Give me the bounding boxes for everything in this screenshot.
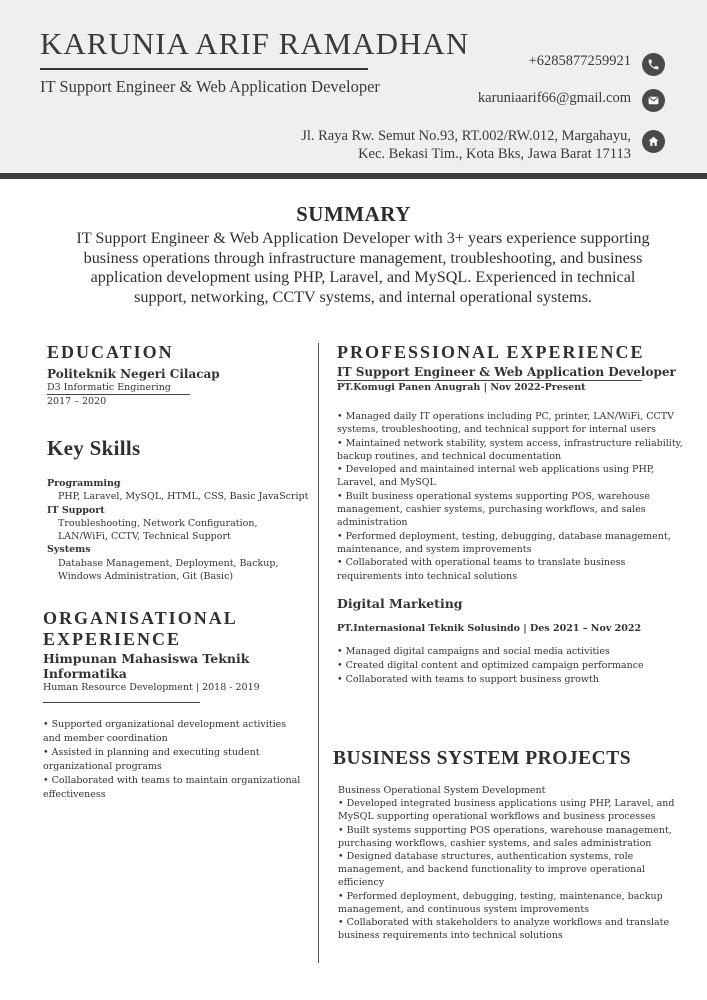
skill-item: PHP, Laravel, MySQL, HTML, CSS, Basic JavaScript bbox=[58, 491, 309, 503]
project-line: business requirements into technical solutions bbox=[338, 930, 563, 942]
experience-bullets bbox=[337, 410, 692, 583]
organisation-name-line: Himpunan Mahasiswa Teknik bbox=[43, 651, 250, 666]
skills-list bbox=[47, 477, 317, 583]
skill-item: LAN/WiFi, CCTV, Technical Support bbox=[58, 531, 231, 543]
education-school: Politeknik Negeri Cilacap bbox=[47, 367, 220, 381]
education-title: EDUCATION bbox=[47, 342, 174, 362]
experience-company: PT.Komugi Panen Anugrah | Nov 2022-Present bbox=[337, 382, 586, 393]
skill-item: Windows Administration, Git (Basic) bbox=[58, 571, 234, 583]
bullet-line: • Performed deployment, testing, debugging, database management, bbox=[337, 530, 671, 542]
bullet-line: and member coordination bbox=[43, 733, 168, 744]
project-line: • Performed deployment, debugging, testing, maintenance, backup bbox=[338, 890, 663, 902]
name-underline bbox=[40, 68, 368, 70]
bullet-line: maintenance, and system improvements bbox=[337, 543, 532, 555]
skills-title: Key Skills bbox=[47, 436, 141, 460]
address-line-1: Jl. Raya Rw. Semut No.93, RT.002/RW.012, Margahayu, bbox=[301, 128, 631, 144]
bullet-line: • Maintained network stability, system access, infrastructure reliability, bbox=[337, 437, 683, 449]
bullet-line: • Assisted in planning and executing student bbox=[43, 747, 260, 758]
summary-line: IT Support Engineer & Web Application Developer with 3+ years experience supporting bbox=[76, 229, 650, 247]
header-divider-bar bbox=[0, 173, 707, 179]
organisational-title-line: EXPERIENCE bbox=[43, 629, 182, 649]
summary-line: support, networking, CCTV systems, and internal operational systems. bbox=[134, 287, 592, 306]
bullet-line: • Managed digital campaigns and social media activities bbox=[337, 646, 610, 657]
digital-marketing-company: PT.Internasional Teknik Solusindo | Des 2021 – Nov 2022 bbox=[337, 623, 642, 634]
candidate-role: IT Support Engineer & Web Application Developer bbox=[40, 77, 380, 96]
summary-title: SUMMARY bbox=[296, 202, 411, 226]
home-icon bbox=[642, 130, 665, 153]
organisation-name bbox=[43, 651, 293, 681]
organisational-title bbox=[43, 608, 238, 650]
experience-title: PROFESSIONAL EXPERIENCE bbox=[337, 342, 645, 362]
phone-icon bbox=[642, 53, 665, 76]
resume-header bbox=[0, 0, 707, 173]
experience-role: IT Support Engineer & Web Application Developer bbox=[337, 365, 676, 379]
bullet-line: • Created digital content and optimized campaign performance bbox=[337, 660, 644, 671]
email-address: karuniaarif66@gmail.com bbox=[477, 90, 631, 106]
phone-number: +6285877259921 bbox=[528, 53, 631, 69]
bullet-line: • Built business operational systems supporting POS, warehouse bbox=[337, 490, 651, 502]
project-line: • Developed integrated business applications using PHP, Laravel, and bbox=[338, 798, 675, 810]
summary-line: business operations through infrastructure management, troubleshooting, and business bbox=[83, 248, 643, 267]
organisation-role: Human Resource Development | 2018 - 2019 bbox=[43, 682, 260, 693]
organisation-bullets bbox=[43, 718, 313, 802]
skill-item: Troubleshooting, Network Configuration, bbox=[58, 517, 258, 529]
candidate-name: KARUNIA ARIF RAMADHAN bbox=[40, 26, 470, 61]
bullet-line: • Supported organizational development activities bbox=[43, 719, 287, 730]
bullet-line: • Developed and maintained internal web applications using PHP, bbox=[337, 464, 655, 476]
bullet-line: Laravel, and MySQL bbox=[337, 477, 436, 489]
bullet-line: systems, troubleshooting, and technical support for internal users bbox=[337, 424, 656, 436]
bullet-line: • Collaborated with teams to support business growth bbox=[337, 674, 599, 685]
organisation-underline bbox=[43, 702, 200, 703]
project-line: management, and backend functionality to improve operational bbox=[338, 864, 646, 876]
project-line: • Designed database structures, authentication systems, role bbox=[338, 851, 634, 863]
skill-category: IT Support bbox=[47, 504, 105, 516]
mail-icon bbox=[642, 89, 665, 112]
summary-text bbox=[28, 229, 698, 307]
summary-line: application development using PHP, Laravel, and MySQL. Experienced in technical bbox=[90, 268, 636, 286]
skill-category: Programming bbox=[47, 478, 121, 489]
bullet-line: effectiveness bbox=[43, 789, 106, 800]
projects-bullets bbox=[338, 784, 698, 942]
bullet-line: • Collaborated with operational teams to translate business bbox=[337, 557, 626, 569]
skill-category: Systems bbox=[47, 544, 91, 556]
education-years: 2017 – 2020 bbox=[47, 396, 107, 407]
project-line: • Collaborated with stakeholders to analyze workflows and translate bbox=[338, 917, 670, 929]
bullet-line: • Collaborated with teams to maintain organizational bbox=[43, 775, 301, 786]
organisation-name-line: Informatika bbox=[43, 666, 127, 681]
digital-marketing-title: Digital Marketing bbox=[337, 596, 463, 611]
education-degree: D3 Informatic Enginering bbox=[47, 382, 171, 393]
projects-title: BUSINESS SYSTEM PROJECTS bbox=[333, 748, 632, 769]
project-line: MySQL supporting operational workflows and business processes bbox=[338, 811, 656, 823]
education-underline bbox=[47, 394, 190, 395]
project-line: purchasing workflows, cashier systems, and sales administration bbox=[338, 837, 652, 849]
project-line: Business Operational System Development bbox=[338, 785, 546, 796]
bullet-line: requirements into technical solutions bbox=[337, 570, 518, 582]
project-line: management, and continuous system improvements bbox=[338, 903, 590, 915]
address bbox=[301, 127, 631, 163]
project-line: efficiency bbox=[338, 877, 385, 889]
bullet-line: organizational programs bbox=[43, 761, 162, 772]
bullet-line: backup routines, and technical documentation bbox=[337, 450, 562, 462]
bullet-line: administration bbox=[337, 517, 408, 529]
skill-item: Database Management, Deployment, Backup, bbox=[58, 557, 279, 569]
address-line-2: Kec. Bekasi Tim., Kota Bks, Jawa Barat 17113 bbox=[358, 146, 631, 162]
project-line: • Built systems supporting POS operations, warehouse management, bbox=[338, 824, 672, 836]
bullet-line: management, cashier systems, purchasing workflows, and sales bbox=[337, 504, 646, 516]
column-divider bbox=[318, 343, 319, 963]
experience-underline bbox=[337, 380, 642, 381]
organisational-title-line: ORGANISATIONAL bbox=[43, 608, 238, 628]
bullet-line: • Managed daily IT operations including PC, printer, LAN/WiFi, CCTV bbox=[337, 411, 674, 422]
digital-marketing-bullets bbox=[337, 645, 692, 687]
